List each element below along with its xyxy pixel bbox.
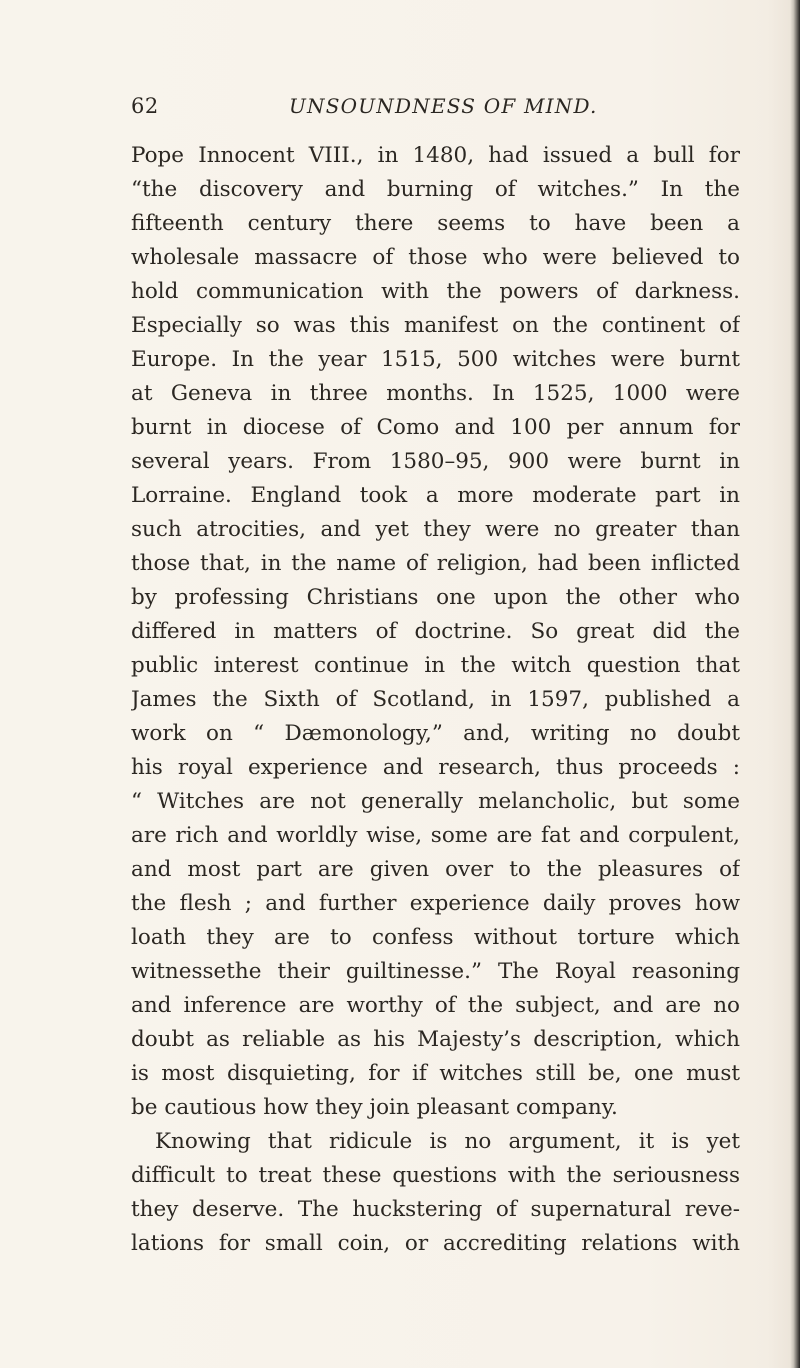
text-line: “the discovery and burning of witches.” In the	[131, 177, 740, 202]
text-line: burnt in diocese of Como and 100 per annum for	[131, 415, 740, 440]
text-line: by professing Christians one upon the other who	[131, 585, 740, 610]
running-head: UNSOUNDNESS OF MIND.	[289, 94, 598, 118]
text-line: “ Witches are not generally melancholic, but some	[131, 789, 740, 814]
text-line: loath they are to confess without torture which	[131, 925, 740, 950]
page-header	[131, 92, 740, 120]
text-line: doubt as reliable as his Majesty’s description, which	[131, 1027, 740, 1052]
text-line: they deserve. The huckstering of supernatural reve-	[131, 1197, 740, 1222]
text-line: Pope Innocent VIII., in 1480, had issued a bull for	[131, 143, 740, 168]
text-line: and most part are given over to the pleasures of	[131, 857, 740, 882]
text-line: those that, in the name of religion, had been inflicted	[131, 551, 740, 576]
text-line: work on “ Dæmonology,” and, writing no doubt	[131, 721, 740, 746]
text-line: witnessethe their guiltinesse.” The Royal reasoning	[131, 959, 740, 984]
page-edge-shadow	[790, 0, 800, 1368]
text-line: Knowing that ridicule is no argument, it is yet	[155, 1129, 740, 1154]
text-line: Lorraine. England took a more moderate part in	[131, 483, 740, 508]
text-line: are rich and worldly wise, some are fat and corpulent,	[131, 823, 740, 848]
text-line: the flesh ; and further experience daily proves how	[131, 891, 740, 916]
text-line: and inference are worthy of the subject, and are no	[131, 993, 740, 1018]
text-line: Europe. In the year 1515, 500 witches were burnt	[131, 347, 740, 372]
text-line: James the Sixth of Scotland, in 1597, published a	[131, 687, 740, 712]
text-line: his royal experience and research, thus proceeds :	[131, 755, 740, 780]
text-line: such atrocities, and yet they were no greater than	[131, 517, 740, 542]
text-line: fifteenth century there seems to have been a	[131, 211, 740, 236]
body-text	[131, 139, 740, 1261]
text-line: be cautious how they join pleasant company.	[131, 1095, 618, 1120]
text-line: public interest continue in the witch question that	[131, 653, 740, 678]
text-line: several years. From 1580–95, 900 were burnt in	[131, 449, 740, 474]
text-line: difficult to treat these questions with the seriousness	[131, 1163, 740, 1188]
text-line: lations for small coin, or accrediting relations with	[131, 1231, 740, 1256]
text-line: wholesale massacre of those who were believed to	[131, 245, 740, 270]
page-number: 62	[131, 94, 159, 118]
text-line: differed in matters of doctrine. So great did the	[131, 619, 740, 644]
text-line: at Geneva in three months. In 1525, 1000 were	[131, 381, 740, 406]
text-line: Especially so was this manifest on the continent of	[131, 313, 740, 338]
text-line: is most disquieting, for if witches still be, one must	[131, 1061, 740, 1086]
text-line: hold communication with the powers of darkness.	[131, 279, 740, 304]
